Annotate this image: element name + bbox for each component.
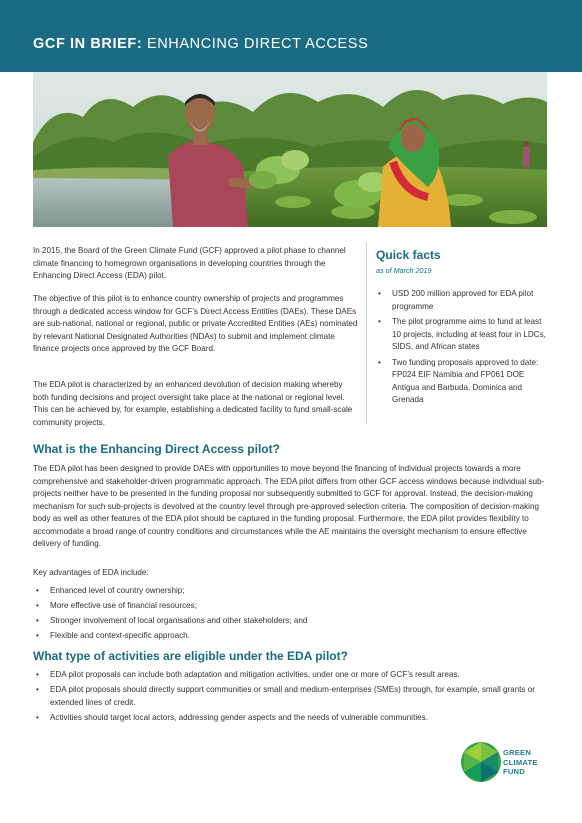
eligible-activity-item: • Activities should target local actors, addressing gender aspects and the needs of vulnerable communities.: [33, 712, 548, 725]
title-main: ENHANCING DIRECT ACCESS: [146, 36, 369, 52]
hero-photo: [33, 72, 547, 227]
advantages-list: [33, 585, 548, 645]
header-banner: [0, 0, 582, 72]
advantage-item: • Enhanced level of country ownership;: [33, 585, 548, 598]
quick-facts-date: as of March 2019: [376, 266, 432, 275]
title-prefix: GCF IN BRIEF:: [33, 36, 143, 52]
section-heading-eligible-activities: What type of activities are eligible under the EDA pilot?: [33, 649, 348, 663]
quick-facts-divider: [366, 242, 367, 424]
gcf-logo: [460, 737, 550, 792]
quick-fact-item: • USD 200 million approved for EDA pilot programme: [376, 288, 546, 313]
quick-fact-item: • Two funding proposals approved to date: FP024 EIF Namibia and FP061 DOE Antigua and Barbuda, Dominica and Grenada: [376, 357, 546, 407]
intro-paragraph-2: The objective of this pilot is to enhance country ownership of projects and programmes through a dedicated access window for GCF’s Direct Access Entities (DAEs). These DAEs are sub-national, national or regional, public or private Accredited Entities (AEs) nominated by relevant National Designated Authorities (NDAs) to submit and implement climate finance projects once approved by the GCF Board.: [33, 294, 358, 353]
advantage-item: • More effective use of financial resources;: [33, 600, 548, 613]
green-climate-fund-globe-icon: [460, 741, 502, 783]
intro-paragraph-1: In 2015, the Board of the Green Climate Fund (GCF) approved a pilot phase to channel climate financing to homegrown organisations in developing countries through the Enhancing Direct Access (EDA) pilot.: [33, 246, 346, 280]
section-heading-eda-pilot: What is the Enhancing Direct Access pilot?: [33, 442, 280, 456]
eligible-activity-item: • EDA pilot proposals should directly support communities or small and medium-enterprises (SMEs) through, for example, small grants or extended lines of credit.: [33, 684, 548, 709]
logo-line-1: GREEN: [503, 748, 532, 757]
quick-facts-list: [376, 288, 546, 410]
logo-line-3: FUND: [503, 767, 525, 776]
section-1-body: The EDA pilot has been designed to provide DAEs with opportunities to move beyond the financing of individual projects towards a more comprehensive and stakeholder-driven programmatic approach. The EDA pilot differs from other GCF access windows because individual sub-projects neither have to be presented in the funding proposal nor subsequently submitted to GCF for approval. Instead, the decision-making mechanism for such sub-projects is devolved at the country level through pre-approved selection criteria. The composition of decision-making body as well as other features of the EDA pilot should be captured in the funding proposal. Furthermore, the EDA pilot provides flexibility to accommodate a broad range of country conditions and circumstances while the AE maintains the oversight mechanism to ensure effective delivery of funding.: [33, 464, 545, 548]
advantages-label: Key advantages of EDA include:: [33, 568, 149, 577]
document-title: [33, 36, 368, 52]
eligible-activity-item: • EDA pilot proposals can include both adaptation and mitigation activities, under one or more of GCF’s result areas.: [33, 669, 548, 682]
eligible-activities-list: [33, 669, 548, 727]
gcf-logo-wordmark: [503, 748, 538, 777]
quick-fact-item: • The pilot programme aims to fund at least 10 projects, including at least four in LDCs, SIDS, and African states: [376, 316, 546, 354]
quick-facts-box: [366, 242, 547, 424]
advantage-item: • Stronger involvement of local organisations and other stakeholders; and: [33, 615, 548, 628]
advantage-item: • Flexible and context-specific approach.: [33, 630, 548, 643]
quick-facts-title: Quick facts: [376, 248, 441, 262]
intro-paragraph-3: The EDA pilot is characterized by an enhanced devolution of decision making whereby both funding decisions and project oversight take place at the national or regional level. This can be achieved by, for example, establishing a dedicated facility to fund small-scale community projects.: [33, 380, 353, 427]
logo-line-2: CLIMATE: [503, 757, 538, 767]
